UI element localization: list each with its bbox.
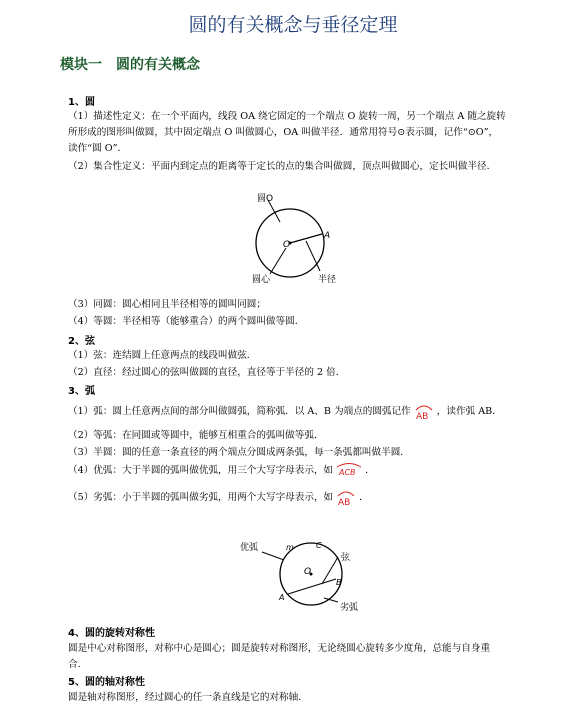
arc-notation-ab-minor (333, 488, 359, 506)
s3-line-4-end: ． (365, 465, 375, 476)
s1-line-5: （3）同圆：圆心相同且半径相等的圆叫同圆； (68, 299, 266, 310)
center-letter: O (283, 240, 291, 250)
s1-line-4: （2）集合性定义：平面内到定点的距离等于定长的点的集合叫做圆，顶点叫做圆心，定长叫做半径． (68, 161, 497, 172)
arc-acb-letters: ACB (339, 468, 356, 477)
s1-line-2: 所形成的图形叫做圆，其中固定端点 O 叫做圆心，OA 叫做半径．通常用符号⊙表示圆，记作“⊙O”， (68, 127, 499, 138)
point-a-letter: A (279, 593, 285, 602)
section-2-heading: 2、弦 (68, 336, 95, 347)
point-c-letter: C (316, 541, 322, 550)
radius-label: 半径 (318, 275, 337, 285)
arc-center-letter: O (304, 567, 312, 577)
s1-line-6: （4）等圆：半径相等（能够重合）的两个圆叫做等圆． (68, 316, 305, 327)
arc-notation-acb (333, 462, 365, 479)
center-pointer (270, 248, 286, 274)
chord-line (288, 579, 336, 594)
point-b-letter: B (336, 578, 342, 587)
s3-line-1 (68, 402, 502, 420)
s3-line-3: （3）半圆：圆的任意一条直径的两个端点分圆成两条弧，每一条弧都叫做半圆． (68, 447, 410, 458)
arc-diagram (236, 536, 376, 622)
chord-label: 弦 (341, 553, 351, 563)
s3-line-5-text: （5）劣弧：小于半圆的弧叫做劣弧，用两个大写字母表示，如 (68, 492, 334, 503)
section-1-heading: 1、圆 (68, 97, 95, 108)
minor-arc-label: 劣弧 (340, 603, 359, 613)
radius-pointer (306, 241, 320, 271)
s3-line-1-end: ，读作弧 AB． (436, 406, 502, 417)
s4-line-1: 圆是中心对称图形，对称中心是圆心；圆是旋转对称图形，无论绕圆心旋转多少度角，总能与自身重 (68, 643, 491, 654)
circle-label: 圆O (257, 194, 274, 204)
point-a-letter: A (324, 231, 331, 241)
center-label: 圆心 (252, 275, 271, 285)
s1-line-3: 读作“圆 O”． (68, 143, 128, 154)
arc-mark-icon (335, 488, 357, 506)
s3-line-5 (68, 488, 369, 506)
arc-ab-minor-letters: AB (338, 498, 351, 506)
s2-line-2: （2）直径：经过圆心的弦叫做圆的直径，直径等于半径的 2 倍． (68, 367, 346, 378)
page-title: 圆的有关概念与垂径定理 (188, 14, 398, 36)
s1-line-1: （1）描述性定义：在一个平面内，线段 OA 绕它固定的一个端点 O 旋转一周，另一个端点 A 随之旋转 (68, 111, 506, 122)
s5-line-1: 圆是轴对称图形，经过圆心的任一条直线是它的对称轴． (68, 692, 308, 703)
s2-line-1: （1）弦：连结圆上任意两点的线段叫做弦． (68, 350, 257, 361)
section-4-heading: 4、圆的旋转对称性 (68, 628, 155, 639)
s3-line-4-text: （4）优弧：大于半圆的弧叫做优弧，用三个大写字母表示，如 (68, 465, 334, 476)
arc-mark-icon (335, 462, 363, 478)
arc-notation-ab (411, 402, 437, 420)
major-arc-pointer (262, 552, 284, 560)
section-3-heading: 3、弧 (68, 386, 95, 397)
arc-ab-letters: AB (415, 412, 429, 420)
s3-line-2: （2）等弧：在同圆或等圆中，能够互相重合的弧叫做等弧． (68, 430, 324, 441)
s3-line-1-text: （1）弧：圆上任意两点间的部分叫做圆弧，简称弧．以 A、B 为端点的圆弧记作 (68, 406, 411, 417)
arc-mark-icon (413, 402, 435, 420)
module-label: 模块一 (60, 57, 102, 73)
s3-line-5-end: ． (359, 492, 369, 503)
section-5-heading: 5、圆的轴对称性 (68, 677, 145, 688)
point-m-letter: m (286, 543, 294, 552)
major-arc-label: 优弧 (240, 543, 259, 553)
module-name: 圆的有关概念 (116, 57, 200, 73)
s3-line-4 (68, 462, 375, 479)
module-heading (60, 54, 200, 74)
s4-line-2: 合． (68, 659, 88, 670)
circle-diagram (240, 186, 360, 286)
